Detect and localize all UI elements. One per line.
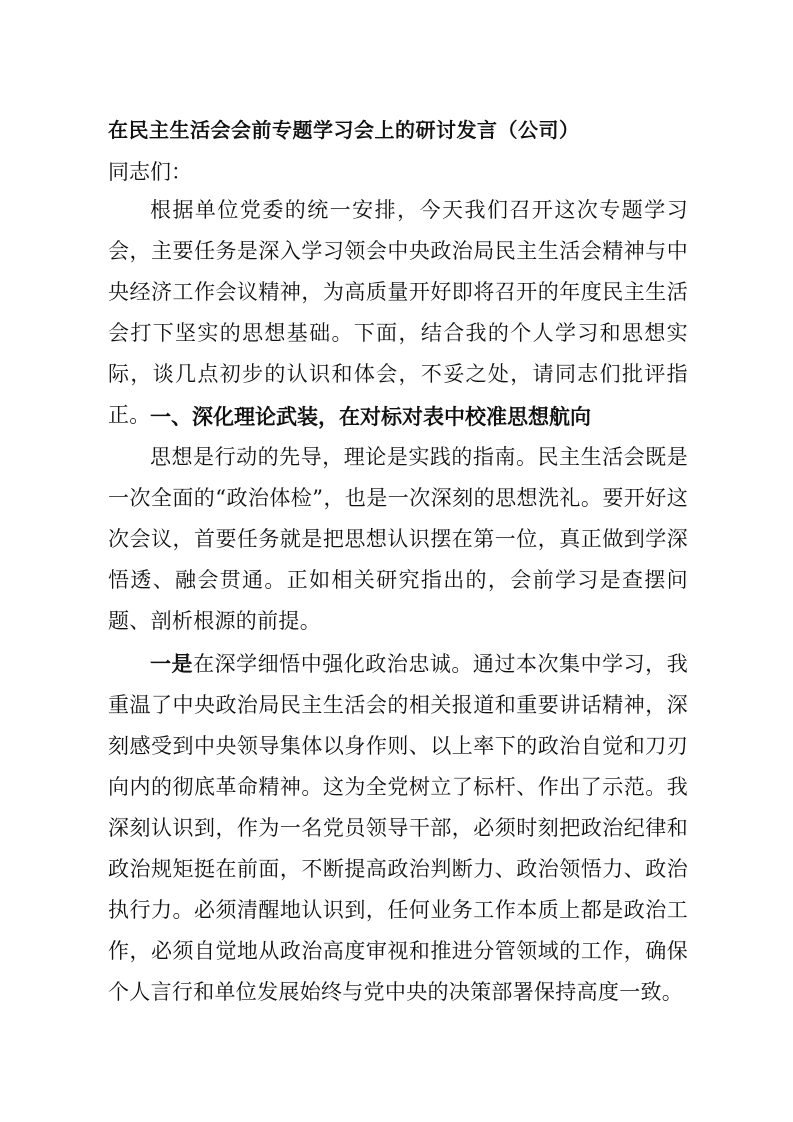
section-heading-1: 一、深化理论武装，在对标对表中校准思想航向 (150, 404, 591, 429)
salutation: 同志们： (108, 160, 192, 184)
document-title: 在民主生活会会前专题学习会上的研讨发言（公司） (108, 118, 580, 142)
point-1-text: 在深学细悟中强化政治忠诚。通过本次集中学习，我重温了中央政治局民主生活会的相关报道和重要讲话精神，深刻感受到中央领导集体以身作则、以上率下的政治自觉和刀刃向内的彻底革命精神。这为全党树立了标杆、作出了示范。我深刻认识到，作为一名党员领导干部，必须时刻把政治纪律和政治规矩挺在前面，不断提高政治判断力、政治领悟力、政治执行力。必须清醒地认识到，任何业务工作本质上都是政治工作，必须自觉地从政治高度审视和推进分管领域的工作，确保个人言行和单位发展始终与党中央的决策部署保持高度一致。 (108, 652, 688, 1004)
point-1-paragraph (108, 643, 688, 1013)
point-1-lead: 一是 (150, 651, 194, 676)
section-1-paragraph: 思想是行动的先导，理论是实践的指南。民主生活会既是一次全面的“政治体检”，也是一次深刻的思想洗礼。要开好这次会议，首要任务就是把思想认识摆在第一位，真正做到学深悟透、融会贯通。正如相关研究指出的，会前学习是查摆问题、剖析根源的前提。 (108, 445, 688, 633)
opening-paragraph: 根据单位党委的统一安排，今天我们召开这次专题学习会，主要任务是深入学习领会中央政治局民主生活会精神与中央经济工作会议精神，为高质量开好即将召开的年度民主生活会打下坚实的思想基础。下面，结合我的个人学习和思想实际，谈几点初步的认识和体会，不妥之处，请同志们批评指正。 (108, 198, 688, 427)
